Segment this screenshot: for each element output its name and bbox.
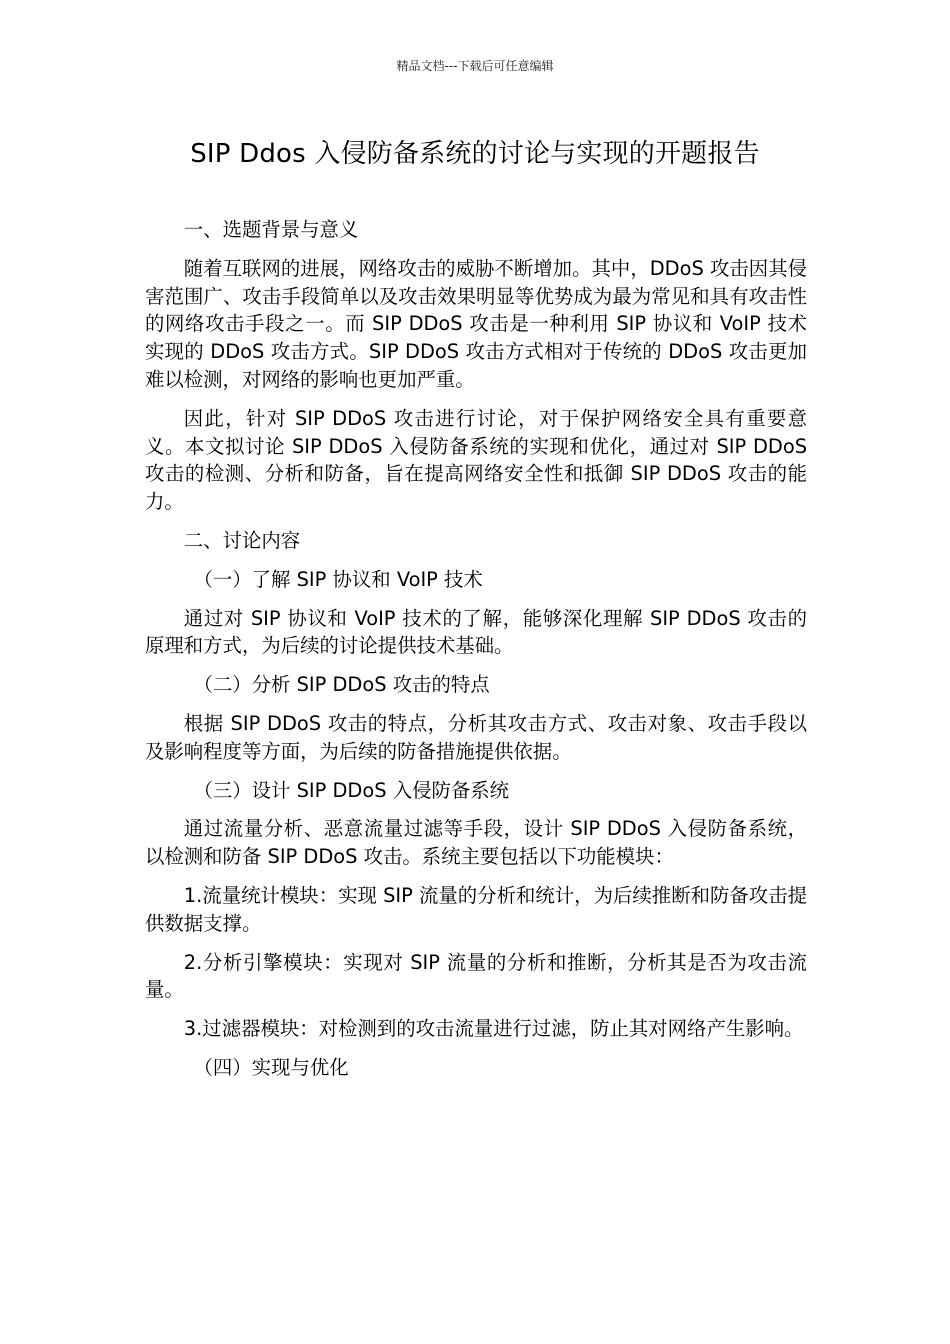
paragraph-subsection-3: 通过流量分析、恶意流量过滤等手段，设计 SIP DDoS 入侵防备系统，以检测和防备 SIP DDoS 攻击。系统主要包括以下功能模块： bbox=[145, 817, 807, 869]
subsection-heading-2: （二）分析 SIP DDoS 攻击的特点 bbox=[193, 673, 490, 697]
document-body bbox=[145, 216, 807, 1093]
list-item-module-2: 2.分析引擎模块：实现对 SIP 流量的分析和推断，分析其是否为攻击流量。 bbox=[145, 950, 807, 1002]
subsection-heading-3: （三）设计 SIP DDoS 入侵防备系统 bbox=[193, 778, 510, 802]
section-heading-content: 二、讨论内容 bbox=[183, 528, 301, 552]
header-note: 精品文档---下载后可任意编辑 bbox=[396, 59, 554, 73]
list-item-module-1: 1.流量统计模块：实现 SIP 流量的分析和统计，为后续推断和防备攻击提供数据支撑。 bbox=[145, 883, 807, 935]
paragraph-significance: 因此，针对 SIP DDoS 攻击进行讨论，对于保护网络安全具有重要意义。本文拟讨论 SIP DDoS 入侵防备系统的实现和优化，通过对 SIP DDoS 攻击的检测、分析和防备，旨在提高网络安全性和抵御 SIP DDoS 攻击的能力。 bbox=[145, 406, 807, 514]
paragraph-subsection-1: 通过对 SIP 协议和 VoIP 技术的了解，能够深化理解 SIP DDoS 攻击的原理和方式，为后续的讨论提供技术基础。 bbox=[145, 606, 807, 658]
subsection-heading-4: （四）实现与优化 bbox=[193, 1055, 349, 1079]
subsection-heading-1: （一）了解 SIP 协议和 VoIP 技术 bbox=[193, 567, 483, 591]
paragraph-subsection-2: 根据 SIP DDoS 攻击的特点，分析其攻击方式、攻击对象、攻击手段以及影响程度等方面，为后续的防备措施提供依据。 bbox=[145, 711, 807, 763]
list-item-module-3: 3.过滤器模块：对检测到的攻击流量进行过滤，防止其对网络产生影响。 bbox=[183, 1017, 804, 1041]
section-heading-background: 一、选题背景与意义 bbox=[183, 218, 359, 241]
document-title: SIP Ddos 入侵防备系统的讨论与实现的开题报告 bbox=[190, 139, 760, 169]
paragraph-background: 随着互联网的进展，网络攻击的威胁不断增加。其中，DDoS 攻击因其侵害范围广、攻击手段简单以及攻击效果明显等优势成为最为常见和具有攻击性的网络攻击手段之一。而 SIP DDoS 攻击是一种利用 SIP 协议和 VoIP 技术实现的 DDoS 攻击方式。SIP DDoS 攻击方式相对于传统的 DDoS 攻击更加难以检测，对网络的影响也更加严重。 bbox=[145, 256, 807, 391]
